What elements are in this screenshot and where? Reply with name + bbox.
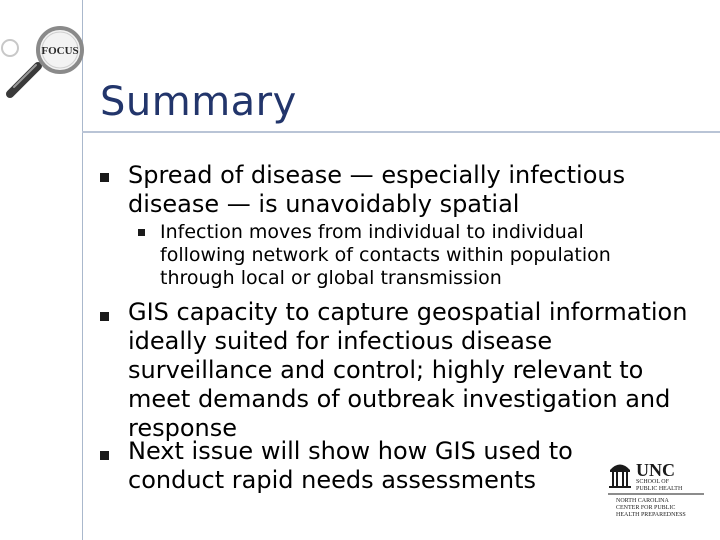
unc-logo-name: UNC	[636, 460, 675, 480]
unc-school-line2: PUBLIC HEALTH	[636, 486, 683, 492]
title-underline	[82, 131, 720, 133]
unc-center-line3: HEALTH PREPAREDNESS	[616, 512, 686, 518]
bullet-marker	[100, 312, 109, 321]
focus-magnifier-logo	[0, 18, 84, 102]
bullet-marker	[100, 173, 109, 182]
bullet-spread-of-disease: Spread of disease — especially infectious disease — is unavoidably spatial	[128, 161, 626, 218]
bullet-marker	[100, 451, 109, 460]
unc-center-line1: NORTH CAROLINA	[616, 498, 669, 504]
bullet-gis-capacity: GIS capacity to capture geospatial information ideally suited for infectious disease surveillance and control; highly relevant to meet demands of outbreak investigation and response	[128, 298, 688, 442]
bullet-next-issue: Next issue will show how GIS used to conduct rapid needs assessments	[128, 437, 573, 494]
sub-bullet-marker	[138, 229, 145, 236]
focus-logo-text: FOCUS	[41, 45, 79, 57]
slide-title: Summary	[100, 79, 297, 125]
unc-public-health-logo	[606, 456, 706, 518]
unc-school-line1: SCHOOL OF	[636, 479, 669, 485]
unc-center-line2: CENTER FOR PUBLIC	[616, 505, 676, 511]
sub-bullet-infection-network: Infection moves from individual to individual following network of contacts within population through local or global transmission	[160, 221, 611, 289]
old-well-icon	[609, 465, 631, 489]
